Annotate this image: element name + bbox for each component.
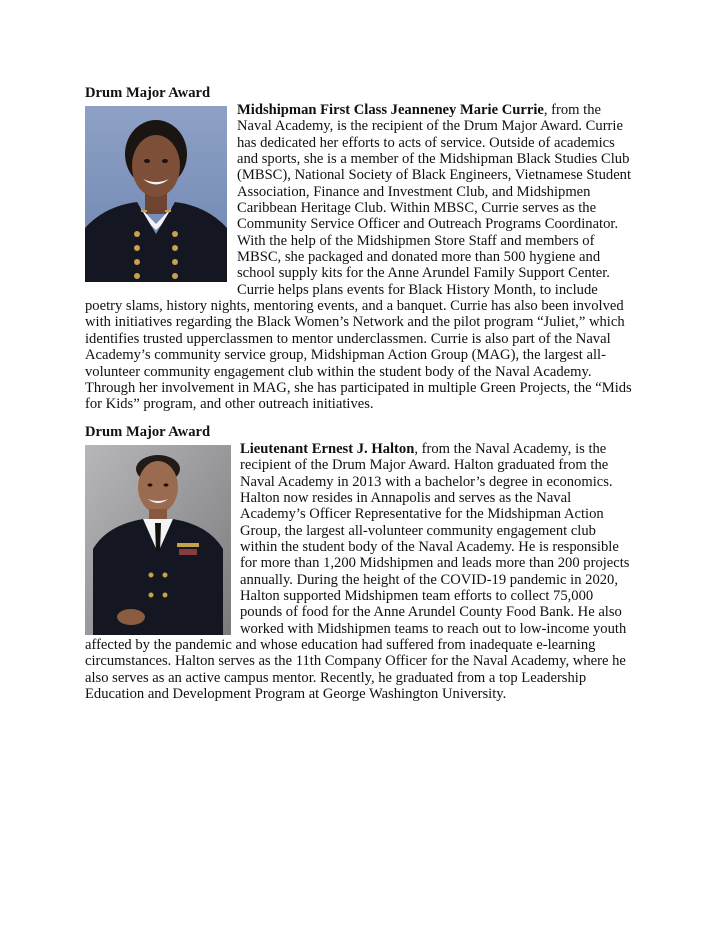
bio-text: , from the Naval Academy, is the recipient of the Drum Major Award. Currie has dedicated her efforts to acts of service. Outside of academics and sports, she is a member of the Midshipman Black Studies Club (MBSC), National Society of Black Engineers, Vietnamese Student Association, Finance and Investment Club, and Midshipmen Caribbean Heritage Club. Within MBSC, Currie serves as the Community Service Officer and Outreach Programs Coordinator. With the help of the Midshipmen Store Staff and members of MBSC, she packaged and donated more than 500 hygiene and school supply kits for the Anne Arundel Family Support Center. Currie helps plans events for Black History Month, to include poetry slams, history nights, mentoring events, and a banquet. Currie has also been involved with initiatives regarding the Black Women’s Network and the pilot program “Juliet,” which identifies trusted upperclassmen to mentor underclassmen. Currie is also part of the Naval Academy’s community service group, Midshipman Action Group (MAG), the largest all-volunteer community engagement club within the student body of the Naval Academy. Through her involvement in MAG, she has participated in multiple Green Projects, the “Mids for Kids” program, and other outreach initiatives. bbox=[85, 102, 632, 413]
recipient-name: Lieutenant Ernest J. Halton bbox=[240, 441, 415, 457]
bio-text: , from the Naval Academy, is the recipient of the Drum Major Award. Halton graduated from the Naval Academy in 2013 with a bachelor’s degree in economics. Halton now resides in Annapolis and serves as the Naval Academy’s Officer Representative for the Midshipman Action Group, the largest all-volunteer community engagement club within the student body of the Naval Academy. He is responsible for more than 1,200 Midshipmen and leads more than 200 projects annually. During the height of the COVID-19 pandemic in 2020, Halton supported Midshipmen team efforts to collect 75,000 pounds of food for the Anne Arundel County Food Bank. He also worked with Midshipmen teams to reach out to low-income youth affected by the pandemic and whose education had suffered from inadequate e-learning circumstances. Halton serves as the 11th Company Officer for the Naval Academy, where he also serves as an active campus mentor. Recently, he graduated from a top Leadership Education and Development Program at George Washington University. bbox=[85, 441, 630, 703]
portrait-halton-image bbox=[85, 445, 231, 635]
section-heading: Drum Major Award bbox=[85, 424, 211, 440]
award-section-halton bbox=[85, 424, 635, 703]
portrait-photo-halton bbox=[85, 445, 231, 635]
recipient-name: Midshipman First Class Jeanneney Marie Currie bbox=[237, 102, 544, 118]
portrait-currie-image bbox=[85, 106, 227, 282]
section-heading: Drum Major Award bbox=[85, 85, 211, 101]
award-section-currie bbox=[85, 85, 635, 413]
portrait-photo-currie bbox=[85, 106, 227, 282]
